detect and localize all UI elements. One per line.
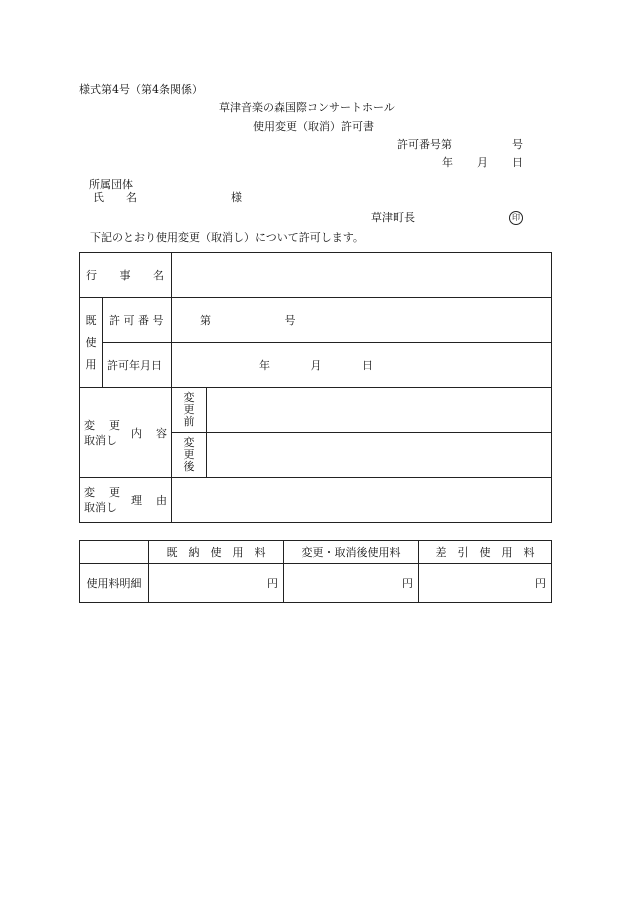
existing-use-label-3: 用 xyxy=(85,357,97,371)
permit-number-prefix: 許可番号第 xyxy=(397,138,452,151)
after-change-value[interactable] xyxy=(207,433,552,478)
permit-date-label: 許可年月日 xyxy=(103,343,172,388)
event-name-label-3: 名 xyxy=(153,269,164,282)
reason-label-2: 由 xyxy=(156,494,167,507)
permit-number-go: 号 xyxy=(284,314,296,327)
permit-number-dai: 第 xyxy=(200,314,211,327)
after-change-label-2: 更 xyxy=(183,448,195,461)
fee-header-paid: 既 納 使 用 料 xyxy=(149,541,284,564)
main-table xyxy=(79,252,552,523)
seal-icon: 印 xyxy=(509,211,523,225)
existing-use-label-2: 使 xyxy=(85,335,97,349)
fee-after-change-value[interactable] xyxy=(284,564,419,603)
reason-value[interactable] xyxy=(172,478,552,523)
content-label-1: 内 xyxy=(131,426,142,440)
permit-date-month: 月 xyxy=(310,359,322,372)
reason-label-cell xyxy=(80,478,172,523)
fee-header-difference: 差 引 使 用 料 xyxy=(419,541,552,564)
after-change-label-cell xyxy=(172,433,207,478)
before-change-label-2: 更 xyxy=(183,403,195,416)
permit-date-year: 年 xyxy=(259,359,270,372)
fee-paid-value[interactable] xyxy=(149,564,284,603)
before-change-label-cell xyxy=(172,388,207,433)
document-title: 使用変更（取消）許可書 xyxy=(253,120,374,133)
before-change-label-3: 前 xyxy=(183,415,195,428)
event-name-value[interactable] xyxy=(172,253,552,298)
fee-difference-value[interactable] xyxy=(419,564,552,603)
fee-header-after-change: 変更・取消後使用料 xyxy=(284,541,419,564)
statement: 下記のとおり使用変更（取消し）について許可します。 xyxy=(90,231,364,244)
event-name-label-cell xyxy=(80,253,172,298)
fee-after-change-unit: 円 xyxy=(402,577,413,590)
fee-difference-unit: 円 xyxy=(535,577,546,590)
reason-change-label-2: 更 xyxy=(109,486,120,499)
reason-cancel-label: 取消し xyxy=(84,501,117,514)
issue-date-month: 月 xyxy=(477,156,488,169)
before-change-label-1: 変 xyxy=(183,391,195,404)
fee-paid-unit: 円 xyxy=(267,577,278,590)
honorific: 様 xyxy=(231,191,242,204)
affiliation-label: 所属団体 xyxy=(89,178,133,191)
after-change-label-1: 変 xyxy=(183,436,195,449)
seal-mark xyxy=(509,210,523,225)
content-label-2: 容 xyxy=(156,426,167,440)
after-change-label-3: 後 xyxy=(183,460,195,473)
fee-header-blank xyxy=(80,541,149,564)
permit-date-day: 日 xyxy=(362,359,373,372)
venue-name: 草津音楽の森国際コンサートホール xyxy=(219,101,395,114)
permit-number-value[interactable] xyxy=(172,298,552,343)
event-name-label-1: 行 xyxy=(86,269,97,282)
issue-date-year: 年 xyxy=(442,156,453,169)
fee-row-label: 使用料明細 xyxy=(80,564,149,603)
permit-date-value[interactable] xyxy=(172,343,552,388)
permit-number-label: 許 可 番 号 xyxy=(103,298,172,343)
issuer-title: 草津町長 xyxy=(371,211,415,224)
cancel-label: 取消し xyxy=(84,433,117,447)
change-content-label-cell xyxy=(80,388,172,478)
before-change-value[interactable] xyxy=(207,388,552,433)
fee-table xyxy=(79,540,552,603)
issue-date-day: 日 xyxy=(512,156,523,169)
existing-use-label-cell xyxy=(80,298,103,388)
event-name-label-2: 事 xyxy=(119,269,131,282)
name-label-2: 名 xyxy=(126,191,137,204)
permit-number-suffix: 号 xyxy=(512,138,523,151)
reason-change-label-1: 変 xyxy=(84,486,95,499)
change-label-1: 変 xyxy=(84,418,95,432)
change-label-2: 更 xyxy=(109,418,120,432)
name-label-1: 氏 xyxy=(93,191,104,204)
form-number: 様式第4号（第4条関係） xyxy=(79,83,203,96)
existing-use-label-1: 既 xyxy=(85,313,97,327)
reason-label-1: 理 xyxy=(131,494,142,507)
